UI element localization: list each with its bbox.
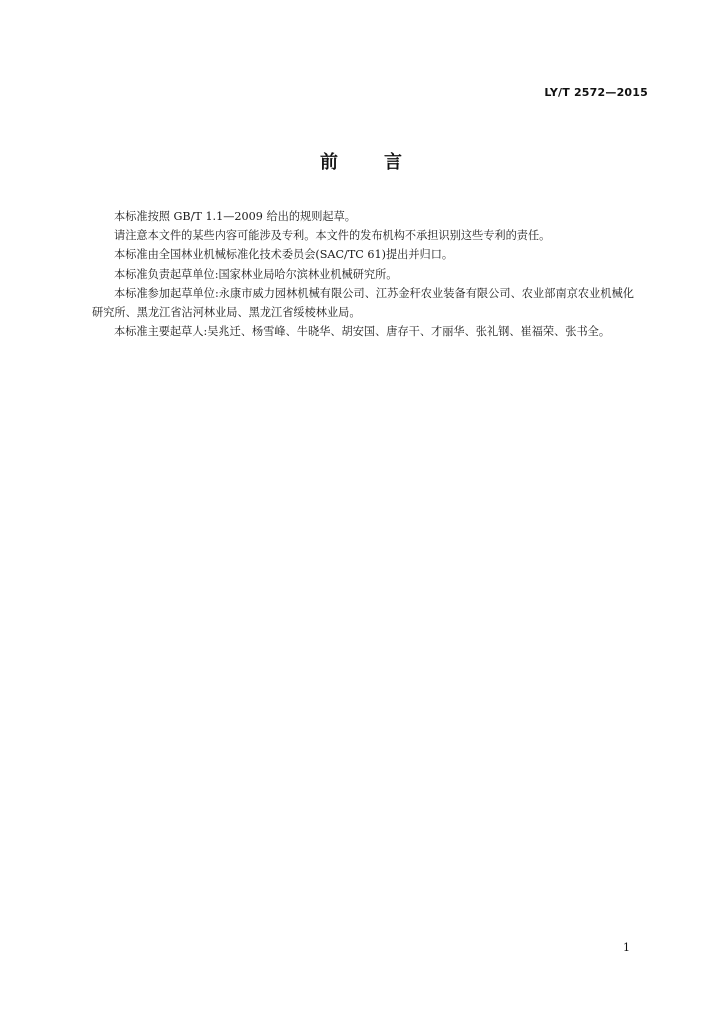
- section-title: 前言: [320, 152, 448, 173]
- standard-code: LY/T 2572—2015: [544, 86, 648, 99]
- paragraph-responsible-drafter: 本标准负责起草单位:国家林业局哈尔滨林业机械研究所。: [114, 267, 398, 281]
- paragraph-proposer: 本标准由全国林业机械标准化技术委员会(SAC/TC 61)提出并归口。: [114, 248, 454, 262]
- paragraph-patent-notice: 请注意本文件的某些内容可能涉及专利。本文件的发布机构不承担识别这些专利的责任。: [114, 229, 551, 243]
- paragraph-participating-drafters: 本标准参加起草单位:永康市威力园林机械有限公司、江苏金秆农业装备有限公司、农业部南京农业机械化研究所、黑龙江省沾河林业局、黑龙江省绥棱林业局。: [92, 286, 634, 320]
- paragraph-drafting-rules: 本标准按照 GB/T 1.1—2009 给出的规则起草。: [114, 210, 356, 223]
- foreword-body: [92, 207, 634, 341]
- paragraph-main-drafters: 本标准主要起草人:吴兆迁、杨雪峰、牛晓华、胡安国、唐存干、才丽华、张礼钢、崔福荣、张书全。: [114, 325, 611, 339]
- page-number: 1: [623, 941, 630, 954]
